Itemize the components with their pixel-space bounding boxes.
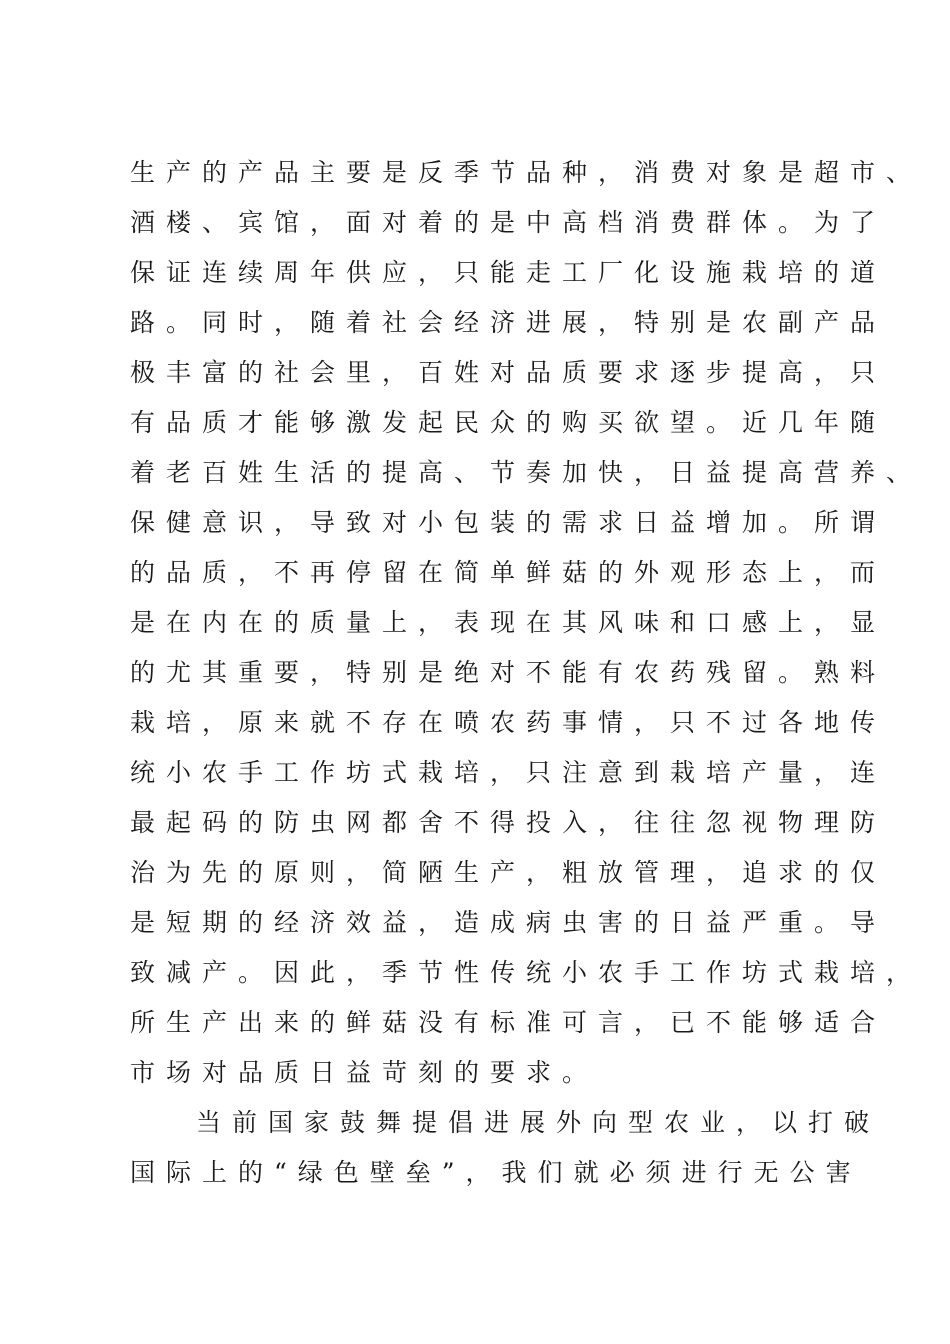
text-line: 最起码的防虫网都舍不得投入，往往忽视物理防 <box>130 808 887 837</box>
text-line: 栽培，原来就不存在喷农药事情，只不过各地传 <box>130 708 887 737</box>
text-line: 的尤其重要，特别是绝对不能有农药残留。熟料 <box>130 658 887 687</box>
text-line: 路。同时，随着社会经济进展，特别是农副产品 <box>130 308 887 337</box>
text-line: 着老百姓生活的提高、节奏加快，日益提高营养、 <box>130 458 923 487</box>
text-line: 保证连续周年供应，只能走工厂化设施栽培的道 <box>130 258 887 287</box>
text-line: 是在内在的质量上，表现在其风味和口感上，显 <box>130 608 887 637</box>
text-line: 的品质，不再停留在简单鲜菇的外观形态上，而 <box>130 558 887 587</box>
text-line: 保健意识，导致对小包装的需求日益增加。所谓 <box>130 508 887 537</box>
text-line: 致减产。因此，季节性传统小农手工作坊式栽培， <box>130 958 923 987</box>
text-line: 国际上的“绿色壁垒”，我们就必须进行无公害 <box>130 1158 862 1187</box>
text-line: 所生产出来的鲜菇没有标准可言，已不能够适合 <box>130 1008 887 1037</box>
text-line: 生产的产品主要是反季节品种，消费对象是超市、 <box>130 158 923 187</box>
body-text <box>130 148 923 1198</box>
text-line: 酒楼、宾馆，面对着的是中高档消费群体。为了 <box>130 208 887 237</box>
text-line: 市场对品质日益苛刻的要求。 <box>130 1058 599 1087</box>
text-line: 是短期的经济效益，造成病虫害的日益严重。导 <box>130 908 887 937</box>
paragraph-start-line: 当前国家鼓舞提倡进展外向型农业，以打破 <box>196 1108 881 1137</box>
text-line: 极丰富的社会里，百姓对品质要求逐步提高，只 <box>130 358 887 387</box>
text-line: 治为先的原则，简陋生产，粗放管理，追求的仅 <box>130 858 887 887</box>
text-line: 统小农手工作坊式栽培，只注意到栽培产量，连 <box>130 758 887 787</box>
text-line: 有品质才能够激发起民众的购买欲望。近几年随 <box>130 408 887 437</box>
